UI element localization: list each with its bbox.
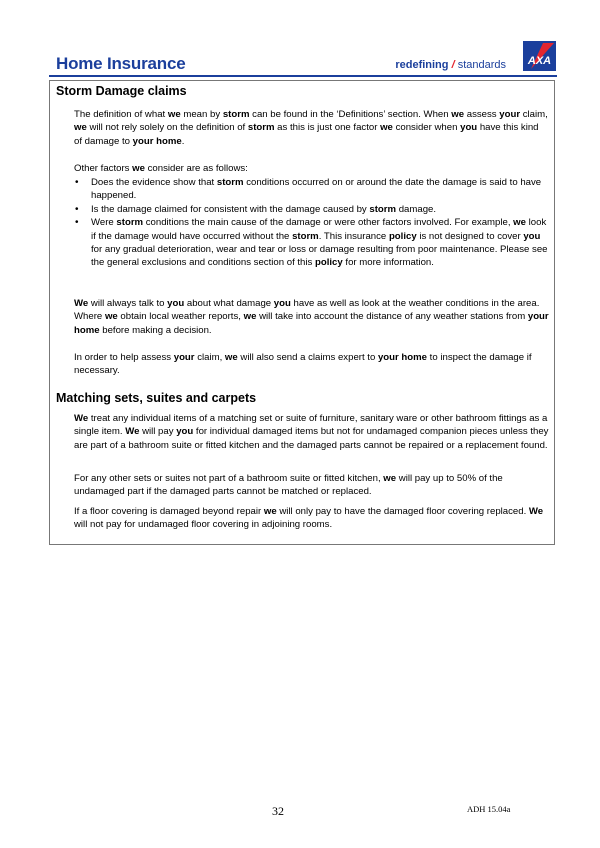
body-text: will not rely solely on the definition of — [86, 122, 248, 134]
body-text: as this is just one factor — [274, 122, 381, 134]
body-text: will pay up to 50% of the undamaged part if the damaged parts cannot be matched or replaced. — [74, 473, 503, 498]
body-text: conditions the main cause of the damage or were other factors involved. For example, — [143, 217, 514, 229]
body-text: . This insurance — [318, 230, 389, 242]
body-text: for any gradual deterioration, wear and tear or loss or damage resulting from poor maintenance. Please see the general exclusions and conditions section of this — [91, 244, 548, 269]
emphasis-text: we — [263, 506, 277, 517]
storm-factor-list — [74, 176, 549, 270]
body-text: obtain local weather reports, — [117, 311, 244, 323]
matching-paragraph-3 — [74, 505, 549, 532]
body-text: In order to help assess — [74, 352, 174, 363]
page-header — [56, 46, 556, 74]
body-text: for individual damaged items but not for undamaged companion pieces unless they are part of a bathroom suite or fitted kitchen and the damaged parts cannot be repaired or a replacement found. — [74, 426, 549, 451]
tagline — [395, 59, 506, 71]
body-text: Were — [91, 217, 117, 229]
body-text: before making a decision. — [99, 324, 212, 336]
body-text: will always talk to — [88, 298, 168, 309]
tagline-rest: standards — [457, 59, 506, 71]
emphasis-text: storm — [247, 122, 275, 134]
matching-heading: Matching sets, suites and carpets — [56, 391, 257, 405]
body-text: Other factors — [74, 163, 133, 174]
emphasis-text: we — [513, 217, 526, 229]
logo-text: AXA — [527, 55, 552, 67]
body-text: mean by — [180, 109, 223, 120]
body-text: have this kind of damage to — [74, 122, 539, 147]
body-text: The definition of what — [74, 109, 168, 120]
emphasis-text: storm — [292, 230, 319, 242]
body-text: claim, — [520, 109, 548, 120]
emphasis-text: your — [173, 352, 195, 363]
body-text: Does the evidence show that — [91, 177, 217, 188]
emphasis-text: We — [125, 426, 140, 438]
body-text: damage. — [396, 203, 437, 215]
content-box — [49, 80, 555, 545]
body-text: will only pay to have the damaged floor covering replaced. — [276, 506, 529, 517]
emphasis-text: storm — [216, 177, 244, 188]
emphasis-text: storm — [369, 203, 397, 215]
body-text: can be found in the ‘Definitions’ section. When — [249, 109, 452, 120]
storm-heading: Storm Damage claims — [56, 84, 187, 98]
body-text: about what damage — [184, 298, 274, 309]
body-text: assess — [464, 109, 500, 120]
emphasis-text: your home — [132, 135, 182, 147]
emphasis-text: policy — [315, 257, 343, 269]
body-text: is not designed to cover — [416, 230, 524, 242]
emphasis-text: your home — [74, 311, 549, 336]
tagline-bold: redefining — [395, 59, 449, 71]
emphasis-text: we — [74, 122, 87, 134]
body-text: For any other sets or suites not part of a bathroom suite or fitted kitchen, — [74, 473, 384, 484]
body-text: look if the damage would have occurred without the — [91, 217, 547, 242]
brand-title: Home Insurance — [56, 54, 186, 73]
body-text: Is the damage claimed for consistent with the damage caused by — [91, 203, 370, 215]
body-text: have as well as look at the weather conditions in the area. Where — [74, 298, 540, 323]
emphasis-text: your — [499, 109, 521, 120]
body-text: conditions occurred on or around the date the damage is said to have happened. — [91, 177, 542, 202]
body-text: consider when — [392, 122, 461, 134]
axa-logo — [523, 41, 556, 71]
body-text: treat any individual items of a matching set or suite of furniture, sanitary ware or other bathroom fittings as a single item. — [74, 413, 548, 438]
emphasis-text: we — [224, 352, 238, 363]
emphasis-text: storm — [222, 109, 250, 120]
document-reference: ADH 15.04a — [467, 804, 511, 814]
emphasis-text: We — [528, 506, 544, 517]
emphasis-text: your home — [377, 352, 428, 363]
emphasis-text: you — [460, 122, 478, 134]
body-text: will pay — [139, 426, 177, 438]
matching-paragraph-2 — [74, 472, 549, 499]
list-item — [74, 216, 549, 270]
emphasis-text: you — [523, 230, 541, 242]
storm-paragraph-2 — [74, 162, 549, 175]
emphasis-text: We — [74, 413, 89, 424]
emphasis-text: we — [383, 473, 397, 484]
emphasis-text: we — [132, 163, 145, 174]
body-text: will not pay for undamaged floor covering in adjoining rooms. — [74, 519, 333, 531]
list-item — [74, 203, 549, 216]
emphasis-text: you — [176, 426, 194, 438]
list-item — [74, 176, 549, 203]
body-text: claim, — [194, 352, 225, 363]
emphasis-text: We — [74, 298, 89, 309]
emphasis-text: we — [451, 109, 465, 120]
storm-paragraph-4 — [74, 351, 549, 378]
body-text: consider are as follows: — [144, 163, 248, 174]
page-number: 32 — [272, 804, 284, 818]
body-text: will take into account the distance of any weather stations from — [256, 311, 528, 323]
emphasis-text: storm — [116, 217, 144, 229]
header-rule — [49, 75, 557, 77]
emphasis-text: we — [104, 311, 118, 323]
body-text: to inspect the damage if necessary. — [74, 352, 532, 377]
emphasis-text: we — [243, 311, 257, 323]
matching-paragraph-1 — [74, 412, 549, 452]
storm-paragraph-3 — [74, 297, 549, 337]
emphasis-text: you — [273, 298, 291, 309]
tagline-slash: / — [451, 59, 455, 71]
emphasis-text: you — [167, 298, 185, 309]
emphasis-text: policy — [388, 230, 417, 242]
emphasis-text: we — [380, 122, 393, 134]
body-text: If a floor covering is damaged beyond repair — [74, 506, 264, 517]
body-text: will also send a claims expert to — [237, 352, 378, 363]
body-text: for more information. — [342, 257, 434, 269]
storm-paragraph-1 — [74, 108, 549, 148]
body-text: . — [181, 135, 185, 147]
emphasis-text: we — [167, 109, 181, 120]
